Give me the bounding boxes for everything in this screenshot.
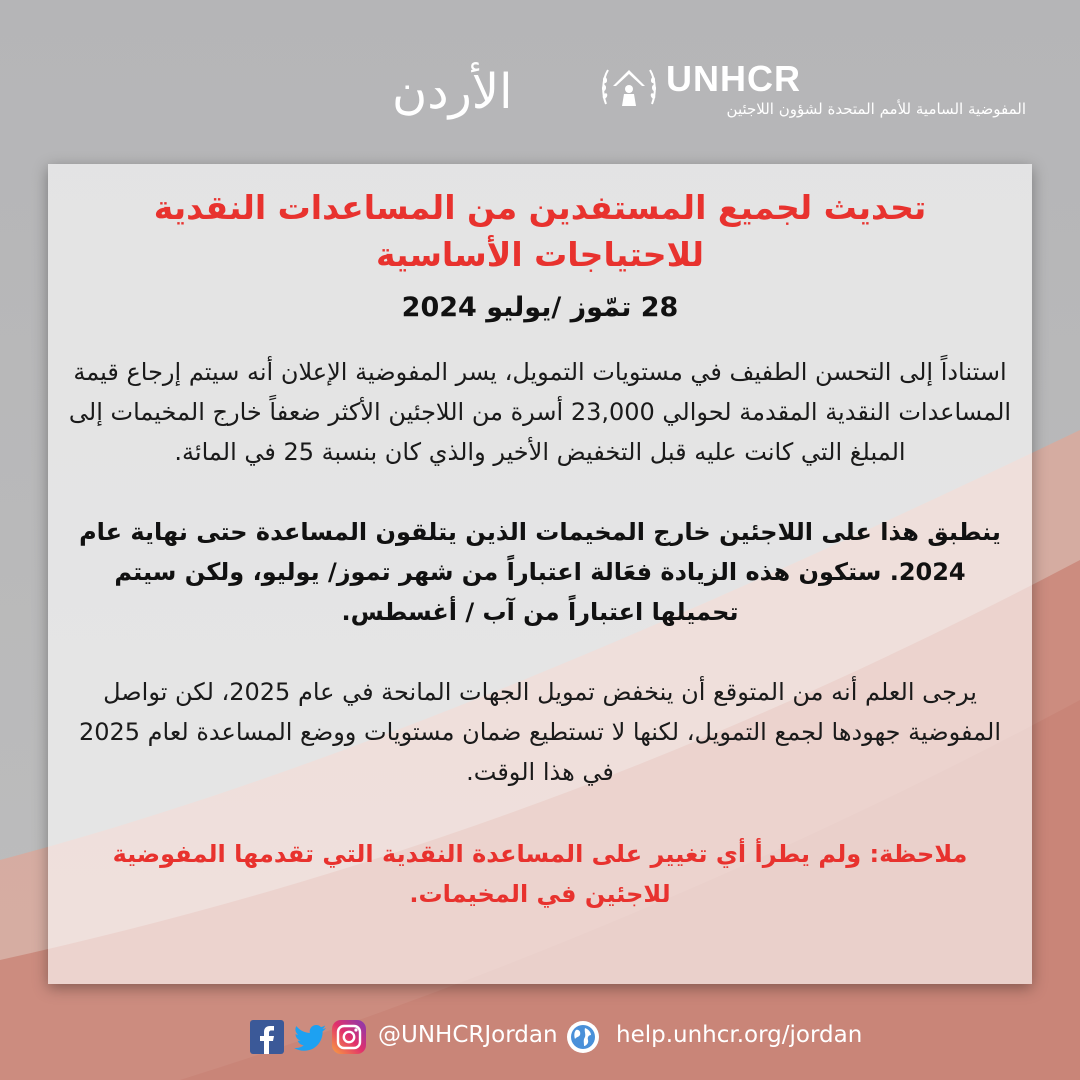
- paragraph-3: يرجى العلم أنه من المتوقع أن ينخفض تمويل الجهات المانحة في عام 2025، لكن تواصل المفوضية جهودها لجمع التمويل، لكنها لا تستطيع ضمان مستويات ووضع المساعدة لعام 2025 في هذا الوقت.: [78, 678, 1002, 786]
- facebook-icon[interactable]: [250, 1020, 284, 1054]
- announcement-title: تحديث لجميع المستفدين من المساعدات النقدية للاحتياجات الأساسية: [153, 188, 927, 274]
- social-handle[interactable]: @UNHCRJordan: [378, 1022, 558, 1048]
- country-label: الأردن: [392, 64, 513, 120]
- announcement-date: 28 تمّوز /يوليو 2024: [401, 292, 679, 323]
- globe-icon[interactable]: [566, 1020, 600, 1054]
- header: [0, 50, 1080, 130]
- paragraph-1: استناداً إلى التحسن الطفيف في مستويات التمويل، يسر المفوضية الإعلان أنه سيتم إرجاع قيمة المساعدات النقدية المقدمة لحوالي 23,000 أسرة من اللاجئين الأكثر ضعفاً خارج المخيمات إلى المبلغ التي كانت عليه قبل التخفيض الأخير والذي كان بنسبة 25 في المائة.: [68, 358, 1012, 466]
- footer: [0, 1012, 1080, 1062]
- unhcr-name: UNHCR: [666, 58, 801, 99]
- note-text: ملاحظة: ولم يطرأ أي تغيير على المساعدة النقدية التي تقدمها المفوضية للاجئين في المخيمات.: [112, 840, 968, 908]
- instagram-icon[interactable]: [332, 1020, 366, 1054]
- announcement-card: [48, 164, 1032, 984]
- unhcr-subtitle: المفوضية السامية للأمم المتحدة لشؤون اللاجئين: [726, 100, 1026, 118]
- unhcr-logo: [598, 56, 1038, 126]
- unhcr-emblem-icon: [598, 56, 660, 118]
- website-link[interactable]: help.unhcr.org/jordan: [616, 1022, 863, 1048]
- paragraph-2: ينطبق هذا على اللاجئين خارج المخيمات الذين يتلقون المساعدة حتى نهاية عام 2024. ستكون هذه الزيادة فعَالة اعتباراً من شهر تموز/ يوليو، ولكن سيتم تحميلها اعتباراً من آب / أغسطس.: [79, 518, 1001, 626]
- twitter-icon[interactable]: [294, 1020, 328, 1054]
